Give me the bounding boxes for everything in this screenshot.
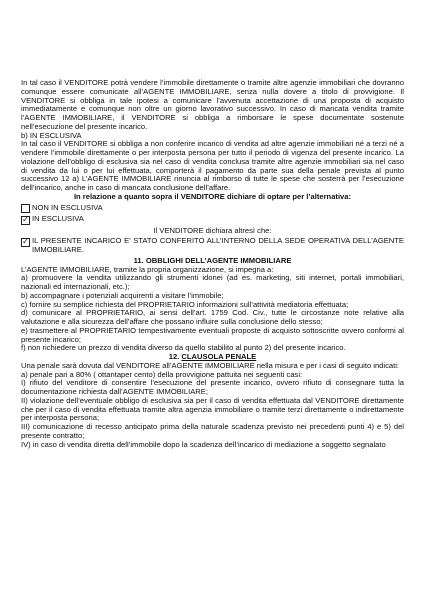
choice-heading: In relazione a quanto sopra il VENDITORE dichiare di optare per l’alternativa: — [73, 191, 352, 201]
document-page — [21, 79, 404, 449]
list-item: II) violazione dell’eventuale obbligo di esclusiva sia per il caso di vendita effettuata dal VENDITORE direttamente che per il caso di vendita effettuata tramite altra agenzia immobiliare o tramite terzi direttamente o indirettamente per interposta persona; — [21, 395, 404, 423]
list-item: a) penale pari a 80% ( ottantaper cento) della provvigione pattuita nei seguenti casi: — [21, 369, 303, 379]
option-non-esclusiva[interactable] — [21, 204, 404, 214]
option-label: IN ESCLUSIVA — [32, 214, 84, 223]
list-item: e) trasmettere al PROPRIETARIO tempestivamente eventuali proposte di acquisto sottoscritte ovvero conformi al presente incarico; — [21, 325, 404, 344]
list-item: IV) in caso di vendita diretta dell’immobile dopo la scadenza dell’incarico di mediazione a soggetto segnalato — [21, 439, 386, 449]
list-item: d) comunicare al PROPRIETARIO, ai sensi dell’art. 1759 Cod. Civ., tutte le circostanze note relative alla valutazione e alla sicurezza dell’affare che possano influire sulla conclusione dello stesso; — [21, 308, 404, 326]
option-esclusiva[interactable] — [21, 215, 404, 225]
list-item: b) accompagnare i potenziali acquirenti a visitare l’immobile; — [21, 290, 224, 300]
checkbox-icon[interactable] — [21, 204, 30, 213]
statement-text: IL PRESENTE INCARICO E’ STATO CONFERITO ALL’INTERNO DELLA SEDE OPERATIVA DELL’AGENTE IMMOBILIARE. — [32, 236, 404, 254]
list-item: c) fornire su semplice richiesta del PROPRIETARIO informazioni sull’attività mediatoria effettuata; — [21, 299, 349, 309]
section-12-intro: Una penale sarà dovuta dal VENDITORE all’AGENTE IMMOBILIARE nella misura e per i casi di seguito indicati: — [21, 360, 400, 370]
paragraph-non-exclusive: In tal caso il VENDITORE potrà vendere l’immobile direttamente o tramite altre agenzie immobiliari che dovranno comunque essere comunicate all’AGENTE IMMOBILIARE, senza nulla dovere a titolo di provvigione. Il VENDITORE si obbliga in tale ipotesi a comunicare l’avvenuta accettazione di una proposta di acquisto immediatamente e comunque non oltre un giorno lavorativo successivo. In caso di mancata vendita tramite l’AGENTE IMMOBILIARE, il VENDITORE si obbliga a rimborsare le spese documentate sostenute nell’esecuzione del presente incarico. — [21, 78, 404, 131]
section-11-intro: L’AGENTE IMMOBILIARE, tramite la propria organizzazione, si impegna a: — [21, 264, 274, 274]
section-12-number: 12. — [168, 352, 180, 361]
statement-row[interactable] — [21, 237, 404, 255]
list-item: III) comunicazione di recesso anticipato prima della naturale scadenza previsto nei precedenti punti 4) e 5) del presente contratto; — [21, 422, 404, 440]
list-item: f) non richiedere un prezzo di vendita diverso da quello stabilito al punto 2) del presente incarico. — [21, 343, 346, 353]
declare-text: Il VENDITORE dichiara altresì che: — [153, 225, 272, 235]
section-12-heading: CLAUSOLA PENALE — [181, 352, 257, 361]
label-in-esclusiva: b) IN ESCLUSIVA — [21, 130, 82, 140]
section-11-title: 11. OBBLIGHI DELL’AGENTE IMMOBILIARE — [133, 255, 292, 265]
checkbox-checked-icon[interactable] — [21, 216, 30, 225]
option-label: NON IN ESCLUSIVA — [32, 202, 103, 212]
list-item: a) promuovere la vendita utilizzando gli strumenti idonei (ad es. marketing, siti internet, portali immobiliari, nazionali ed internazionali, etc.); — [21, 273, 404, 291]
checkbox-checked-icon[interactable] — [21, 238, 30, 247]
paragraph-exclusive: In tal caso il VENDITORE si obbliga a non conferire incarico di vendita ad altre agenzie immobiliari né a terzi né a vendere l’immobile direttamente o per interposta persona per tutto il periodo di vigenza del presente incarico. La violazione dell’obbligo di esclusiva sia nel caso di vendita conclusa tramite altre agenzie immobiliari sia nel caso di vendita da lui o per lui effettuata, comporterà il pagamento da parte sua della penale prevista al punto successivo 12 a) L’AGENTE IMMOBILIARE rinuncia al rimborso di tutte le spese che sosterrà per l’esecuzione dell’incarico, anche in caso di mancata conclusione dell’affare. — [21, 139, 404, 192]
list-item: I) rifiuto del venditore di consentire l’esecuzione del presente incarico, ovvero rifiuto di consegnare tutta la documentazione richiesta dall’AGENTE IMMOBILIARE; — [21, 378, 404, 396]
